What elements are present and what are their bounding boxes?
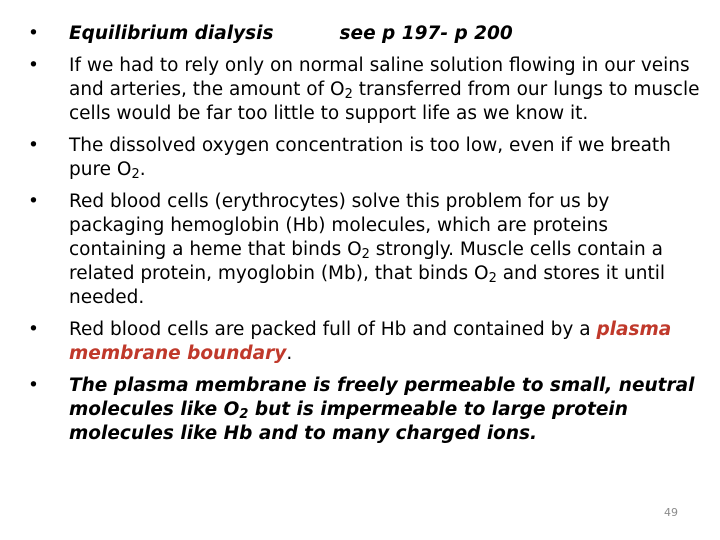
- bullet-text: Red blood cells are packed full of Hb and contained by a: [69, 319, 597, 340]
- page-reference: see p 197- p 200: [339, 23, 513, 44]
- bullet-list: [28, 22, 700, 454]
- bullet-glyph: •: [28, 55, 39, 76]
- bullet-text: .: [286, 343, 293, 364]
- bullet-item-packed-hb: [28, 318, 700, 366]
- bullet-glyph: •: [28, 191, 39, 212]
- bullet-text: and stores it until needed.: [69, 263, 665, 308]
- bullet-item-dissolved-oxygen: [28, 134, 700, 182]
- subscript: 2: [361, 247, 370, 263]
- bullet-text: .: [139, 159, 146, 180]
- bullet-text: The plasma membrane is freely permeable to small, neutral molecules like O: [69, 375, 695, 420]
- bullet-text: If we had to rely only on normal saline solution flowing in our veins and arteries, the amount of O: [69, 55, 690, 100]
- bullet-glyph: •: [28, 135, 39, 156]
- bullet-item-equilibrium-dialysis: [28, 22, 700, 46]
- subscript: 2: [131, 167, 140, 183]
- bullet-text: Red blood cells (erythrocytes) solve this problem for us by packaging hemoglobin (Hb) molecules, which are proteins containing a heme that binds O: [69, 191, 610, 260]
- bullet-text: strongly. Muscle cells contain a related protein, myoglobin (Mb), that binds O: [69, 239, 663, 284]
- bullet-text: but is impermeable to large protein molecules like Hb and to many charged ions.: [69, 399, 628, 444]
- bullet-item-saline: [28, 54, 700, 126]
- highlight-plasma-membrane: plasma membrane boundary: [69, 319, 672, 364]
- bullet-item-plasma-membrane: [28, 374, 700, 446]
- bullet-glyph: •: [28, 375, 39, 396]
- bullet-glyph: •: [28, 319, 39, 340]
- bullet-glyph: •: [28, 23, 39, 44]
- bullet-text: transferred from our lungs to muscle cells would be far too little to support life as we know it.: [69, 79, 700, 124]
- subscript: 2: [239, 407, 249, 423]
- subscript: 2: [488, 271, 497, 287]
- bullet-item-red-blood-cells: [28, 190, 700, 310]
- bullet-text: The dissolved oxygen concentration is too low, even if we breath pure O: [69, 135, 671, 180]
- subscript: 2: [344, 87, 353, 103]
- heading-equilibrium-dialysis: Equilibrium dialysis: [69, 23, 274, 44]
- page-number: 49: [664, 506, 678, 519]
